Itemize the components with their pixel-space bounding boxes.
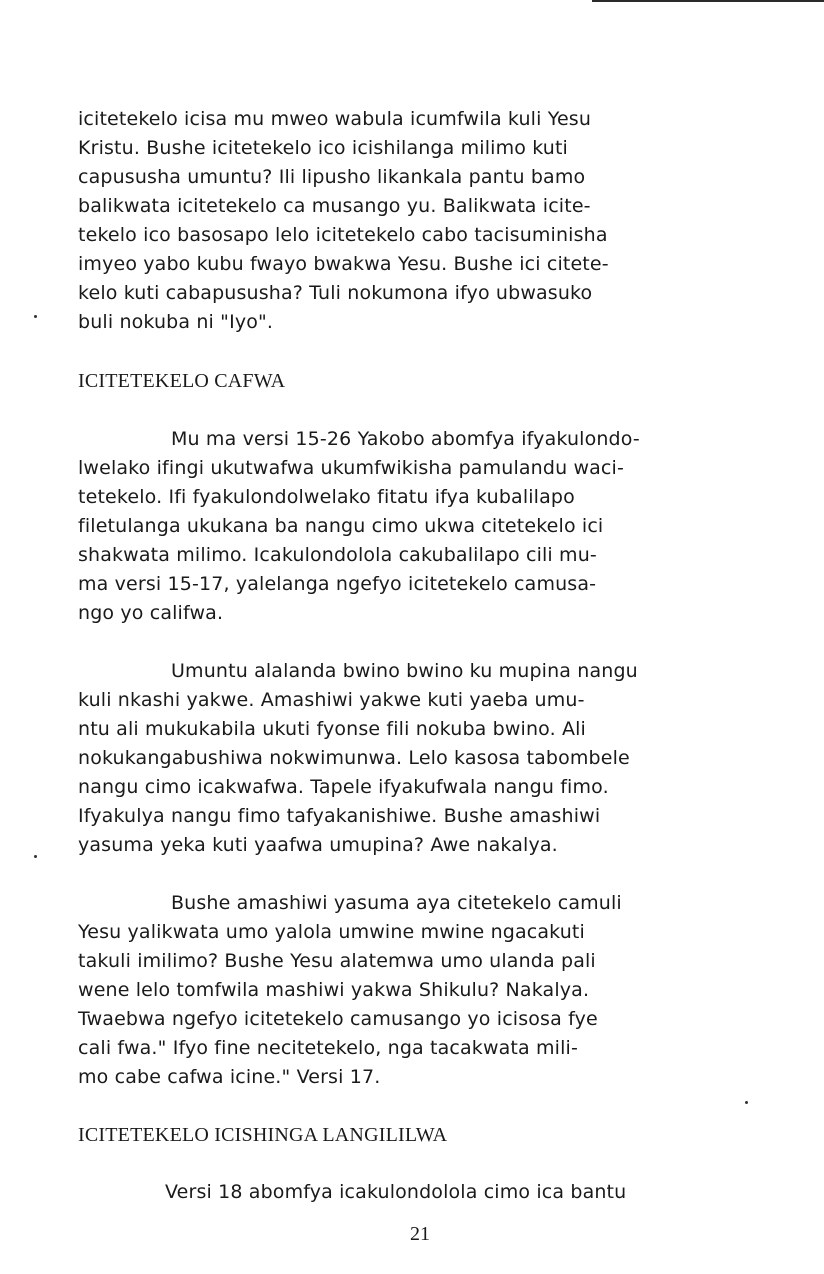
text-line: icitetekelo icisa mu mweo wabula icumfwila kuli Yesu [78, 108, 592, 130]
text-line: Ifyakulya nangu fimo tafyakanishiwe. Bushe amashiwi [78, 805, 601, 827]
scan-speck [34, 315, 37, 318]
text-line: buli nokuba ni "Iyo". [78, 311, 274, 333]
text-line: mo cabe cafwa icine." Versi 17. [78, 1066, 381, 1088]
text-line: ma versi 15-17, yalelanga ngefyo icitetekelo camusa- [78, 573, 597, 595]
text-line: kelo kuti cabapususha? Tuli nokumona ifyo ubwasuko [78, 282, 593, 304]
section-heading: ICITETEKELO ICISHINGA LANGILILWA [78, 1124, 448, 1146]
scan-speck [34, 855, 37, 858]
page-number: 21 [410, 1223, 430, 1245]
text-line: nangu cimo icakwafwa. Tapele ifyakufwala nangu fimo. [78, 776, 609, 798]
text-line: cali fwa." Ifyo fine necitetekelo, nga tacakwata mili- [78, 1037, 578, 1059]
text-line: yasuma yeka kuti yaafwa umupina? Awe nakalya. [78, 834, 558, 856]
text-line: wene lelo tomfwila mashiwi yakwa Shikulu? Nakalya. [78, 979, 590, 1001]
text-line: nokukangabushiwa nokwimunwa. Lelo kasosa tabombele [78, 747, 630, 769]
text-line: Mu ma versi 15-26 Yakobo abomfya ifyakulondo- [171, 428, 640, 450]
top-rule [592, 0, 824, 2]
text-line: Versi 18 abomfya icakulondolola cimo ica bantu [165, 1181, 627, 1203]
text-line: shakwata milimo. Icakulondolola cakubalilapo cili mu- [78, 544, 597, 566]
text-line: Yesu yalikwata umo yalola umwine mwine ngacakuti [78, 921, 585, 943]
text-line: capususha umuntu? Ili lipusho likankala pantu bamo [78, 166, 586, 188]
text-line: ntu ali mukukabila ukuti fyonse fili nokuba bwino. Ali [78, 718, 586, 740]
text-line: tetekelo. Ifi fyakulondolwelako fitatu ifya kubalilapo [78, 486, 575, 508]
text-line: Umuntu alalanda bwino bwino ku mupina nangu [171, 660, 638, 682]
text-line: Twaebwa ngefyo icitetekelo camusango yo icisosa fye [78, 1008, 598, 1030]
text-line: kuli nkashi yakwe. Amashiwi yakwe kuti yaeba umu- [78, 689, 585, 711]
scan-speck [745, 1101, 748, 1104]
text-line: balikwata icitetekelo ca musango yu. Balikwata icite- [78, 195, 591, 217]
text-line: filetulanga ukukana ba nangu cimo ukwa citetekelo ici [78, 515, 604, 537]
text-line: Bushe amashiwi yasuma aya citetekelo camuli [171, 892, 622, 914]
section-heading: ICITETEKELO CAFWA [78, 370, 286, 392]
text-line: ngo yo califwa. [78, 602, 224, 624]
text-line: imyeo yabo kubu fwayo bwakwa Yesu. Bushe ici citete- [78, 253, 609, 275]
text-line: lwelako ifingi ukutwafwa ukumfwikisha pamulandu waci- [78, 457, 624, 479]
text-line: Kristu. Bushe icitetekelo ico icishilanga milimo kuti [78, 137, 568, 159]
text-line: tekelo ico basosapo lelo icitetekelo cabo tacisuminisha [78, 224, 608, 246]
text-line: takuli imilimo? Bushe Yesu alatemwa umo ulanda pali [78, 950, 596, 972]
